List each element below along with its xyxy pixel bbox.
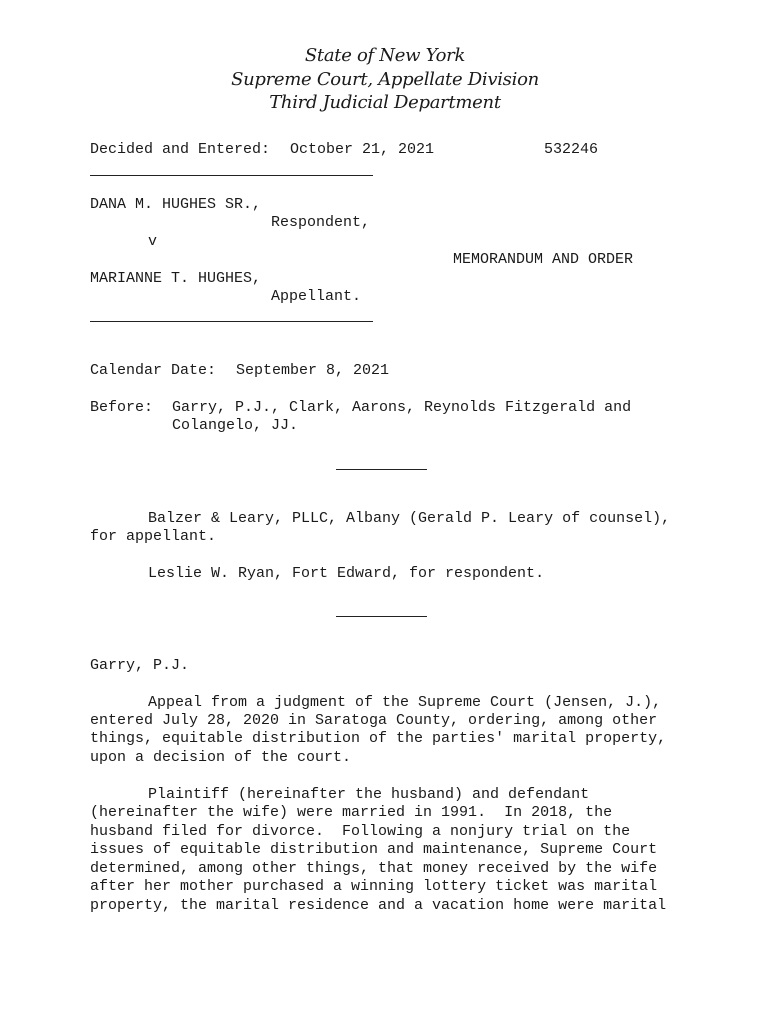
order-type: MEMORANDUM AND ORDER	[453, 251, 634, 268]
decided-date: October 21, 2021	[290, 141, 435, 158]
paragraph-2-line-7: property, the marital residence and a vacation home were marital	[90, 897, 667, 914]
plaintiff-role: Respondent,	[271, 214, 371, 231]
court-department: Third Judicial Department	[269, 92, 501, 113]
section-divider-1	[336, 469, 427, 470]
appellant-counsel-line-1: Balzer & Leary, PLLC, Albany (Gerald P. Leary of counsel),	[148, 510, 671, 527]
before-label: Before:	[90, 399, 154, 416]
docket-number: 532246	[544, 141, 599, 158]
caption-bottom-rule	[90, 321, 373, 322]
court-state: State of New York	[304, 45, 466, 66]
plaintiff-name: DANA M. HUGHES SR.,	[90, 196, 262, 213]
section-divider-2	[336, 616, 427, 617]
paragraph-2-line-4: issues of equitable distribution and maintenance, Supreme Court	[90, 841, 658, 858]
paragraph-1-line-2: entered July 28, 2020 in Saratoga County, ordering, among other	[90, 712, 658, 729]
decided-label: Decided and Entered:	[90, 141, 271, 158]
paragraph-2-line-6: after her mother purchased a winning lottery ticket was marital	[90, 878, 658, 895]
defendant-name: MARIANNE T. HUGHES,	[90, 270, 262, 287]
paragraph-2-line-3: husband filed for divorce. Following a nonjury trial on the	[90, 823, 631, 840]
court-name: Supreme Court, Appellate Division	[231, 69, 539, 90]
versus: v	[148, 233, 158, 250]
panel-line-1: Garry, P.J., Clark, Aarons, Reynolds Fitzgerald and	[172, 399, 632, 416]
defendant-role: Appellant.	[271, 288, 362, 305]
paragraph-1-line-4: upon a decision of the court.	[90, 749, 352, 766]
paragraph-1-line-1: Appeal from a judgment of the Supreme Court (Jensen, J.),	[148, 694, 662, 711]
paragraph-2-line-1: Plaintiff (hereinafter the husband) and defendant	[148, 786, 590, 803]
opinion-author: Garry, P.J.	[90, 657, 190, 674]
calendar-label: Calendar Date:	[90, 362, 217, 379]
caption-top-rule	[90, 175, 373, 176]
panel-line-2: Colangelo, JJ.	[172, 417, 299, 434]
calendar-date: September 8, 2021	[236, 362, 390, 379]
paragraph-2-line-2: (hereinafter the wife) were married in 1991. In 2018, the	[90, 804, 613, 821]
respondent-counsel: Leslie W. Ryan, Fort Edward, for respondent.	[148, 565, 545, 582]
appellant-counsel-line-2: for appellant.	[90, 528, 217, 545]
paragraph-2-line-5: determined, among other things, that money received by the wife	[90, 860, 658, 877]
paragraph-1-line-3: things, equitable distribution of the parties' marital property,	[90, 730, 667, 747]
